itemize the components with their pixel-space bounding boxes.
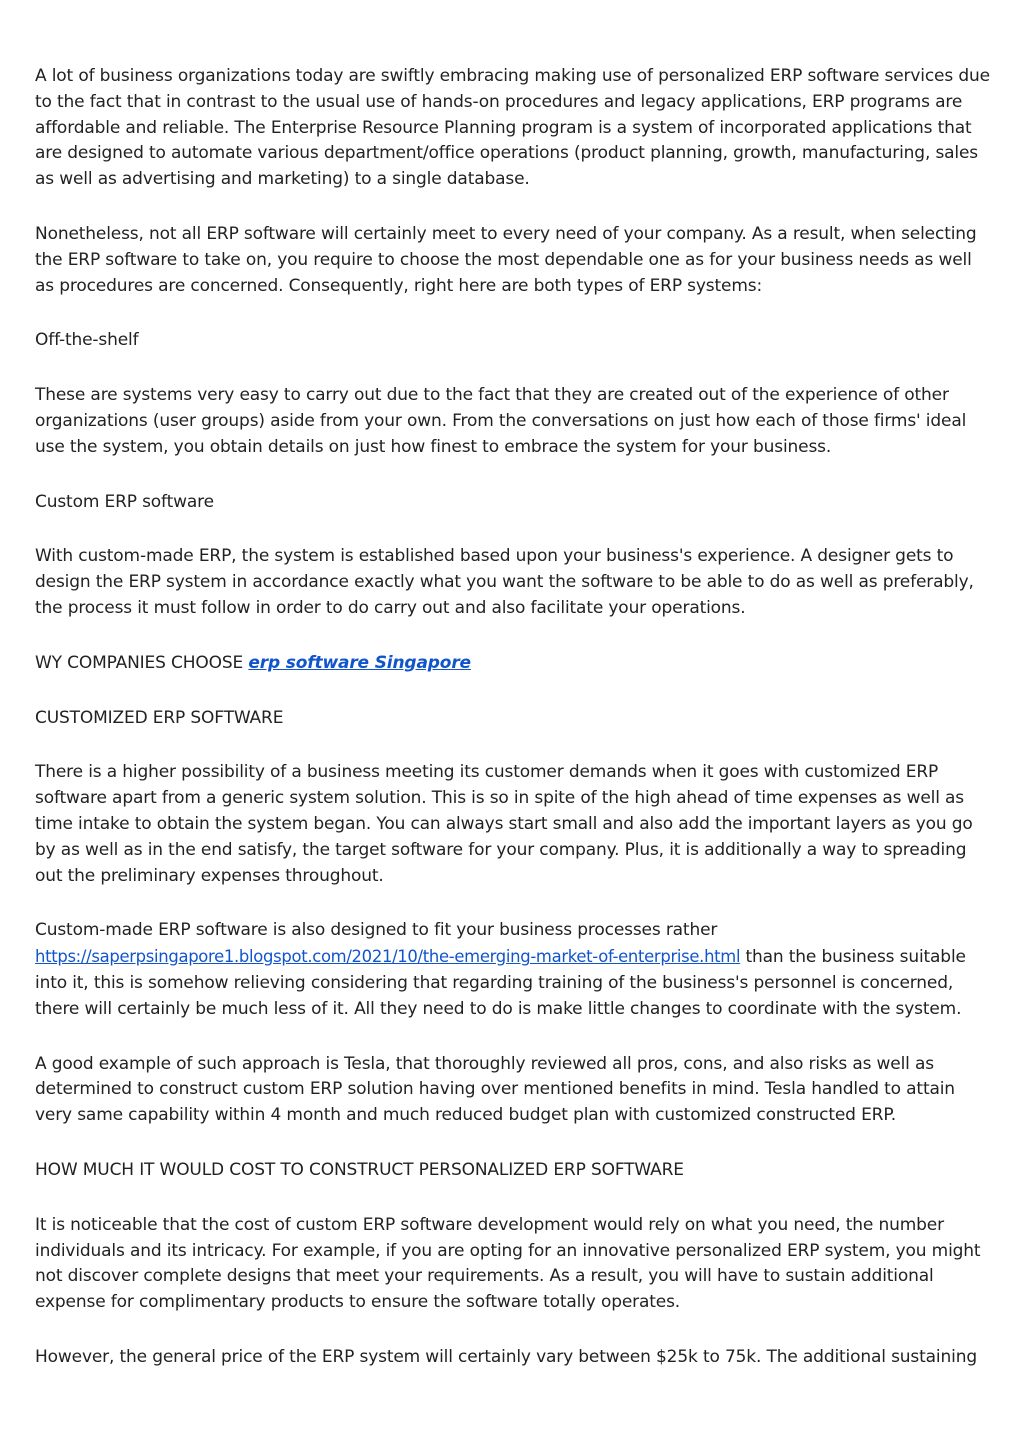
erp-software-singapore-link[interactable]: erp software Singapore [248, 652, 471, 673]
business-processes-suffix: than the business suitable into it, this is somehow relieving considering that regarding training of the business's personnel is concerned, there will certainly be much less of it. All they need to do is make little changes to coordinate with the system. [35, 947, 966, 1019]
custom-erp-heading: Custom ERP software [35, 491, 214, 512]
custom-erp-paragraph: With custom-made ERP, the system is established based upon your business's experience. A designer gets to design the ERP system in accordance exactly what you want the software to be able to do as well as preferably, the process it must follow in order to do carry out and also facilitate your operations. [35, 546, 974, 618]
intro-paragraph: A lot of business organizations today are swiftly embracing making use of personalized ERP software services due to the fact that in contrast to the usual use of hands-on procedures and legacy applications, ERP programs are affordable and reliable. The Enterprise Resource Planning program is a system of incorporated applications that are designed to automate various department/office operations (product planning, growth, manufacturing, sales as well as advertising and marketing) to a single database. [35, 66, 990, 190]
cost-paragraph: It is noticeable that the cost of custom ERP software development would rely on what you need, the number individuals and its intricacy. For example, if you are opting for an innovative personalized ERP system, you might not discover complete designs that meet your requirements. As a result, you will have to sustain additional expense for complimentary products to ensure the software totally operates. [35, 1214, 981, 1313]
cost-heading: HOW MUCH IT WOULD COST TO CONSTRUCT PERSONALIZED ERP SOFTWARE [35, 1159, 684, 1180]
off-the-shelf-paragraph: These are systems very easy to carry out due to the fact that they are created out of the experience of other organizations (user groups) aside from your own. From the conversations on just how each of those firms' ideal use the system, you obtain details on just how finest to embrace the system for your business. [35, 385, 967, 457]
business-processes-prefix: Custom-made ERP software is also designed to fit your business processes rather [35, 920, 718, 941]
price-paragraph: However, the general price of the ERP system will certainly vary between $25k to 75k. The additional sustaining [35, 1346, 977, 1367]
business-processes-paragraph [35, 918, 995, 1022]
tesla-example-paragraph: A good example of such approach is Tesla, that thoroughly reviewed all pros, cons, and also risks as well as determined to construct custom ERP solution having over mentioned benefits in mind. Tesla handled to attain very same capability within 4 month and much reduced budget plan with customized constructed ERP. [35, 1053, 955, 1126]
customized-erp-heading: CUSTOMIZED ERP SOFTWARE [35, 707, 284, 728]
document-body [35, 64, 995, 1371]
why-companies-prefix: WY COMPANIES CHOOSE [35, 652, 249, 673]
why-companies-heading [35, 651, 995, 677]
off-the-shelf-heading: Off-the-shelf [35, 330, 139, 351]
blogspot-article-link[interactable]: https://saperpsingapore1.blogspot.com/2021/10/the-emerging-market-of-enterprise.html [35, 947, 741, 967]
customized-erp-paragraph: There is a higher possibility of a business meeting its customer demands when it goes with customized ERP software apart from a generic system solution. This is so in spite of the high ahead of time expenses as well as time intake to obtain the system began. You can always start small and also add the important layers as you go by as well as in the end satisfy, the target software for your company. Plus, it is additionally a way to spreading out the preliminary expenses throughout. [35, 762, 973, 886]
erp-selection-paragraph: Nonetheless, not all ERP software will certainly meet to every need of your company. As a result, when selecting the ERP software to take on, you require to choose the most dependable one as for your business needs as well as procedures are concerned. Consequently, right here are both types of ERP systems: [35, 223, 977, 296]
